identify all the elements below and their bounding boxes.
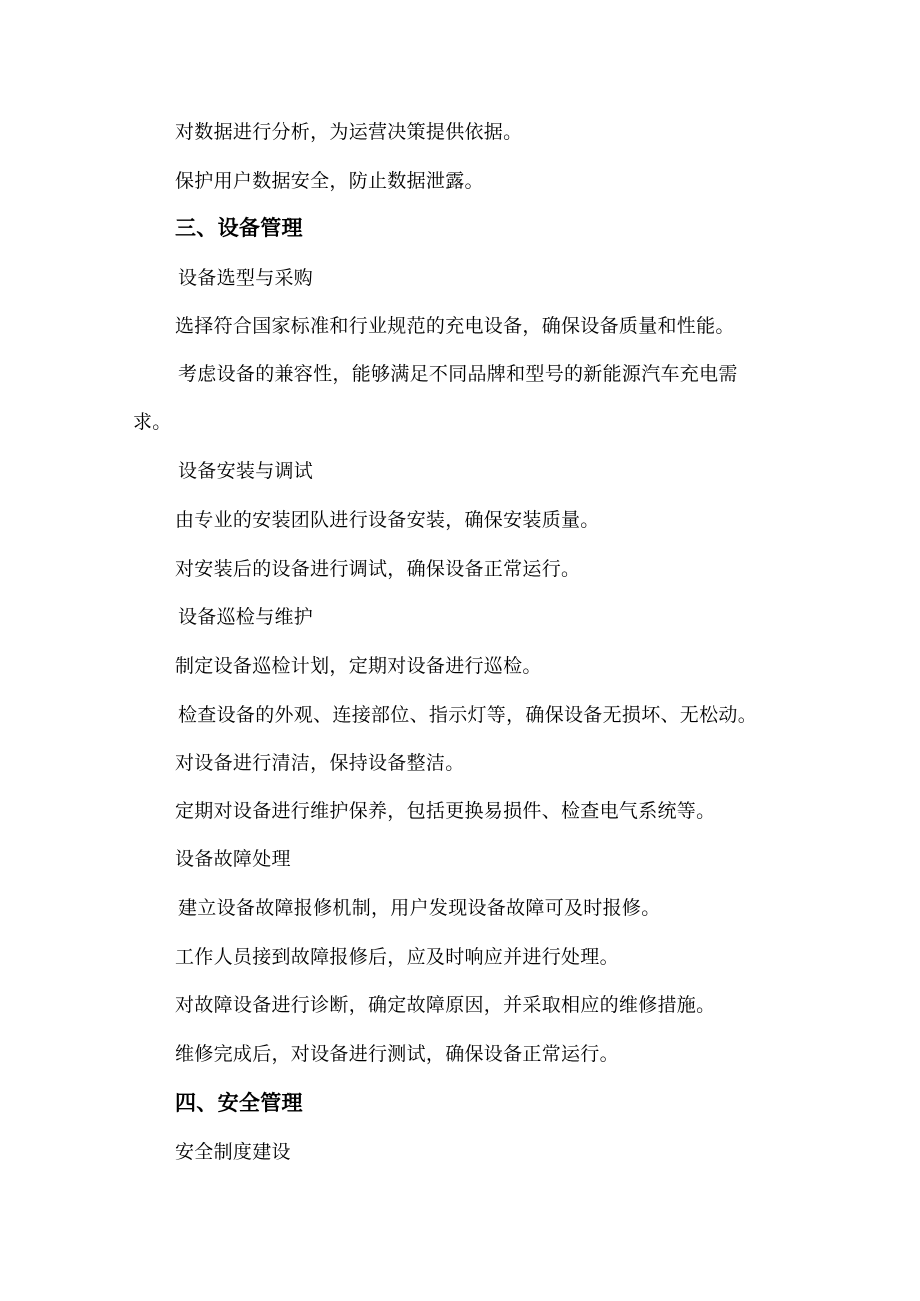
subheading-installation-debugging: 设备安装与调试 [178, 460, 314, 482]
paragraph-inspection-items: 检查设备的外观、连接部位、指示灯等，确保设备无损坏、无松动。 [178, 704, 758, 726]
paragraph-data-analysis: 对数据进行分析，为运营决策提供依据。 [175, 121, 523, 143]
subheading-safety-system: 安全制度建设 [175, 1141, 291, 1163]
paragraph-select-standard-equipment: 选择符合国家标准和行业规范的充电设备，确保设备质量和性能。 [175, 315, 735, 337]
paragraph-compatibility: 考虑设备的兼容性，能够满足不同品牌和型号的新能源汽车充电需 [178, 363, 738, 385]
paragraph-fault-diagnosis: 对故障设备进行诊断，确定故障原因，并采取相应的维修措施。 [175, 994, 716, 1016]
section-heading-equipment-management: 三、设备管理 [175, 216, 303, 240]
paragraph-maintenance: 定期对设备进行维护保养，包括更换易损件、检查电气系统等。 [175, 800, 716, 822]
paragraph-fault-response: 工作人员接到故障报修后，应及时响应并进行处理。 [175, 946, 619, 968]
paragraph-professional-installation: 由专业的安装团队进行设备安装，确保安装质量。 [175, 509, 600, 531]
paragraph-inspection-plan: 制定设备巡检计划，定期对设备进行巡检。 [175, 655, 542, 677]
section-heading-safety-management: 四、安全管理 [175, 1091, 303, 1115]
paragraph-fault-reporting: 建立设备故障报修机制，用户发现设备故障可及时报修。 [178, 897, 661, 919]
paragraph-debugging: 对安装后的设备进行调试，确保设备正常运行。 [175, 558, 581, 580]
paragraph-compatibility-continued: 求。 [133, 411, 172, 433]
paragraph-cleaning: 对设备进行清洁，保持设备整洁。 [175, 752, 465, 774]
subheading-equipment-selection: 设备选型与采购 [178, 267, 314, 289]
paragraph-data-security: 保护用户数据安全，防止数据泄露。 [175, 170, 484, 192]
subheading-inspection-maintenance: 设备巡检与维护 [178, 606, 314, 628]
paragraph-repair-testing: 维修完成后，对设备进行测试，确保设备正常运行。 [175, 1043, 619, 1065]
subheading-fault-handling: 设备故障处理 [175, 848, 291, 870]
